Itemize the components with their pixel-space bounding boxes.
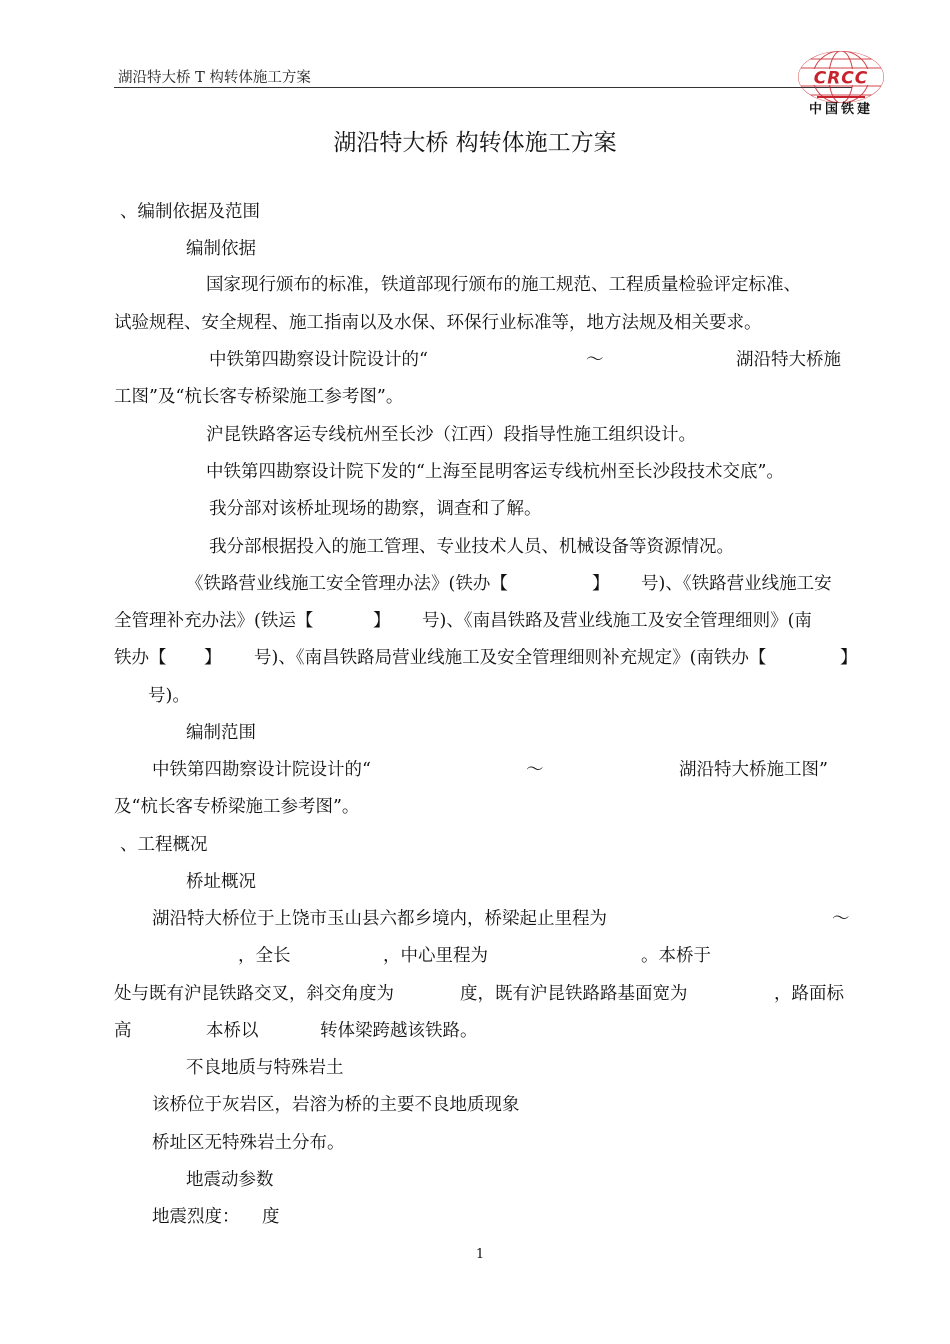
page-number: 1 [475, 1247, 485, 1262]
logo-caption: 中国铁建 [808, 102, 873, 117]
paragraph-line: 度，既有沪昆铁路路基面宽为 [460, 984, 688, 1004]
paragraph-line: 转体梁跨越该铁路。 [320, 1021, 478, 1041]
paragraph-line: 及“杭长客专桥梁施工参考图”。 [114, 797, 360, 817]
paragraph-line: 我分部根据投入的施工管理、专业技术人员、机械设备等资源情况。 [209, 537, 734, 557]
section-heading: 、工程概况 [120, 835, 208, 855]
subsection-heading: 编制依据 [186, 239, 256, 259]
paragraph-line: 号)、《南昌铁路及营业线施工及安全管理细则》(南 [422, 611, 812, 631]
paragraph-line: 】 [592, 574, 610, 594]
paragraph-line: 号)、《铁路营业线施工安 [641, 574, 832, 594]
paragraph-line: 该桥位于灰岩区，岩溶为桥的主要不良地质现象 [152, 1095, 520, 1115]
paragraph-line: ，全长 [238, 946, 291, 966]
paragraph-line: 。本桥于 [641, 946, 711, 966]
subsection-heading: 地震动参数 [186, 1170, 274, 1190]
paragraph-line: ～ [586, 350, 604, 370]
paragraph-line: 桥址区无特殊岩土分布。 [152, 1133, 345, 1153]
paragraph-line: 铁办【 [114, 648, 167, 668]
paragraph-line: 沪昆铁路客运专线杭州至长沙（江西）段指导性施工组织设计。 [206, 425, 696, 445]
paragraph-line: ，路面标 [774, 984, 844, 1004]
paragraph-line: 试验规程、安全规程、施工指南以及水保、环保行业标准等，地方法规及相关要求。 [114, 313, 762, 333]
paragraph-line: 地震烈度： [152, 1207, 240, 1227]
paragraph-line: ，中心里程为 [383, 946, 488, 966]
paragraph-line: 处与既有沪昆铁路交叉，斜交角度为 [114, 984, 394, 1004]
paragraph-line: 中铁第四勘察设计院设计的“ [209, 350, 428, 370]
paragraph-line: 本桥以 [206, 1021, 259, 1041]
paragraph-line: 中铁第四勘察设计院设计的“ [152, 760, 371, 780]
section-heading: 、编制依据及范围 [120, 202, 260, 222]
running-header: 湖沿特大桥 T 构转体施工方案 [118, 70, 311, 86]
paragraph-line: 《铁路营业线施工安全管理办法》(铁办【 [186, 574, 508, 594]
paragraph-line: 我分部对该桥址现场的勘察，调查和了解。 [209, 499, 542, 519]
paragraph-line: 】 [373, 611, 391, 631]
svg-text:CRCC: CRCC [813, 68, 869, 89]
subsection-heading: 不良地质与特殊岩土 [186, 1058, 344, 1078]
subsection-heading: 桥址概况 [186, 872, 256, 892]
paragraph-line: 湖沿特大桥施 [736, 350, 841, 370]
paragraph-line: 湖沿特大桥位于上饶市玉山县六都乡境内，桥梁起止里程为 [152, 909, 607, 929]
document-title: 湖沿特大桥 构转体施工方案 [333, 130, 617, 156]
subsection-heading: 编制范围 [186, 723, 256, 743]
paragraph-line: 中铁第四勘察设计院下发的“上海至昆明客运专线杭州至长沙段技术交底”。 [206, 462, 784, 482]
paragraph-line: 全管理补充办法》(铁运【 [114, 611, 314, 631]
paragraph-line: 高 [114, 1021, 132, 1041]
paragraph-line: 】 [840, 648, 858, 668]
paragraph-line: 度 [262, 1207, 280, 1227]
paragraph-line: 工图”及“杭长客专桥梁施工参考图”。 [114, 387, 404, 407]
paragraph-line: ～ [832, 909, 850, 929]
header-rule [114, 87, 852, 88]
paragraph-line: 号)、《南昌铁路局营业线施工及安全管理细则补充规定》(南铁办【 [254, 648, 767, 668]
paragraph-line: 湖沿特大桥施工图” [679, 760, 828, 780]
paragraph-line: 国家现行颁布的标准，铁道部现行颁布的施工规范、工程质量检验评定标准、 [206, 275, 801, 295]
paragraph-line: 】 [204, 648, 222, 668]
paragraph-line: ～ [526, 760, 544, 780]
paragraph-line: 号)。 [148, 686, 190, 706]
